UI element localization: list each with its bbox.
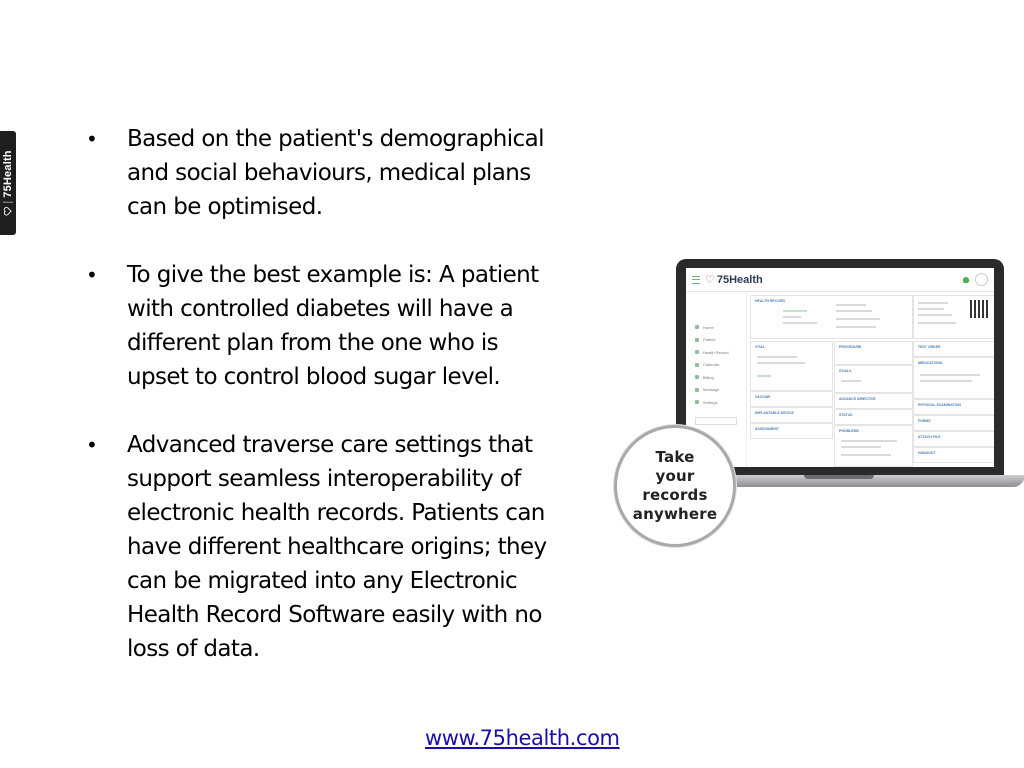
text-line (757, 356, 797, 358)
goals-card (834, 365, 913, 393)
card-title: HEALTH RECORD (755, 299, 786, 303)
text-line (836, 318, 880, 320)
sidebar-item-label: Message (703, 387, 720, 393)
app-logo: 75Health (716, 273, 763, 286)
text-line (841, 446, 881, 448)
card-title: PROCEDURE (839, 345, 862, 349)
home-icon (695, 325, 699, 329)
message-icon (695, 388, 699, 392)
health-record-card (750, 295, 913, 339)
text-line (920, 380, 972, 382)
test-order-card (913, 341, 994, 357)
qr-code-icon (970, 300, 988, 318)
sidebar-item-label: Patient (703, 337, 716, 343)
bullet-item (86, 258, 556, 394)
sidebar-item-label: Home (703, 324, 714, 330)
bullet-text: Based on the patient's demographical and social behaviours, medical plans can be optimised. (127, 126, 544, 220)
badge-text: Take (655, 448, 695, 466)
calendar-icon (695, 363, 699, 367)
text-line (841, 440, 897, 442)
card-title: VITAL (755, 345, 765, 349)
user-icon (695, 338, 699, 342)
sidebar-item-label: Billing (703, 374, 714, 380)
app-header (686, 268, 994, 292)
card-title: ASSESSMENT (755, 427, 780, 431)
card-title: PHYSICAL EXAMINATION (918, 403, 961, 407)
text-line (757, 375, 771, 377)
card-title: TEST ORDER (918, 345, 941, 349)
status-card (834, 409, 913, 425)
attach-file-card (913, 431, 994, 447)
take-records-badge (614, 425, 736, 547)
menu-icon (692, 276, 700, 284)
text-line (783, 322, 817, 324)
text-line (757, 362, 805, 364)
website-link[interactable]: www.75health.com (425, 726, 620, 750)
logo-divider (3, 202, 13, 203)
physical-examination-card (913, 399, 994, 415)
laptop-screen (686, 268, 994, 467)
sidebar-item-message (686, 384, 746, 397)
forms-card (913, 415, 994, 431)
bullet-icon: • (86, 263, 98, 287)
implantable-device-card (750, 407, 833, 423)
laptop-image (676, 259, 1004, 475)
record-icon (695, 350, 699, 354)
card-title: ADVANCE DIRECTIVE (839, 397, 876, 401)
sidebar-item-label: Settings (703, 399, 718, 405)
billing-icon (695, 375, 699, 379)
text-line (918, 302, 948, 304)
text-line (836, 304, 866, 306)
sidebar-item-home (686, 321, 746, 334)
card-title: VACCINE (755, 395, 771, 399)
sidebar-search-input (695, 417, 737, 425)
card-title: STATUS (839, 413, 853, 417)
heart-logo-icon (0, 207, 17, 216)
side-logo-tab (0, 131, 16, 235)
text-line (918, 308, 944, 310)
vaccine-card (750, 391, 833, 407)
card-title: HANDOUT (918, 451, 936, 455)
badge-text: your (655, 467, 695, 485)
bullet-item (86, 122, 556, 224)
card-title: MEDICATIONS (918, 361, 943, 365)
gear-icon (695, 400, 699, 404)
heart-logo-icon: ♡ (705, 274, 715, 286)
bullet-list (86, 122, 556, 700)
handout-card (913, 447, 994, 463)
card-title: GOALS (839, 369, 852, 373)
sidebar-item-settings (686, 396, 746, 409)
laptop-notch (804, 475, 874, 479)
text-line (841, 454, 891, 456)
sidebar-item-label: Health Record (703, 349, 729, 355)
badge-text: anywhere (632, 505, 718, 523)
procedure-card (834, 341, 913, 365)
bell-icon (963, 277, 969, 283)
sidebar-item-health-record (686, 346, 746, 359)
text-line (918, 322, 956, 324)
bullet-icon: • (86, 433, 98, 457)
side-logo-text: 75Health (2, 150, 14, 198)
bullet-item (86, 428, 556, 666)
text-line (836, 310, 872, 312)
sidebar-item-label: Calendar (703, 362, 720, 368)
sidebar-item-patient (686, 334, 746, 347)
text-line (783, 310, 807, 312)
text-line (836, 326, 876, 328)
assessment-card (750, 423, 833, 439)
card-title: PROBLEMS (839, 429, 859, 433)
text-line (783, 316, 801, 318)
problems-card (834, 425, 913, 467)
bullet-text: Advanced traverse care settings that support seamless interoperability of electronic health records. Patients can have different healthcare origins; they can be migrated into any Electronic Health Record Software easily with no loss of data. (127, 432, 547, 662)
sidebar-item-calendar (686, 359, 746, 372)
avatar (975, 273, 988, 286)
bullet-icon: • (86, 127, 98, 151)
vital-card (750, 341, 833, 391)
sidebar-item-billing (686, 371, 746, 384)
medications-card (913, 357, 994, 399)
card-title: IMPLANTABLE DEVICE (755, 411, 794, 415)
card-title: ATTACH FILE (918, 435, 941, 439)
card-title: FORMS (918, 419, 931, 423)
patient-info-card (913, 295, 994, 339)
text-line (918, 314, 952, 316)
badge-text: records (642, 486, 708, 504)
text-line (920, 374, 980, 376)
text-line (841, 380, 861, 382)
advance-directive-card (834, 393, 913, 409)
bullet-text: To give the best example is: A patient with controlled diabetes will have a different plan from the one who is upset to control blood sugar level. (127, 262, 539, 390)
